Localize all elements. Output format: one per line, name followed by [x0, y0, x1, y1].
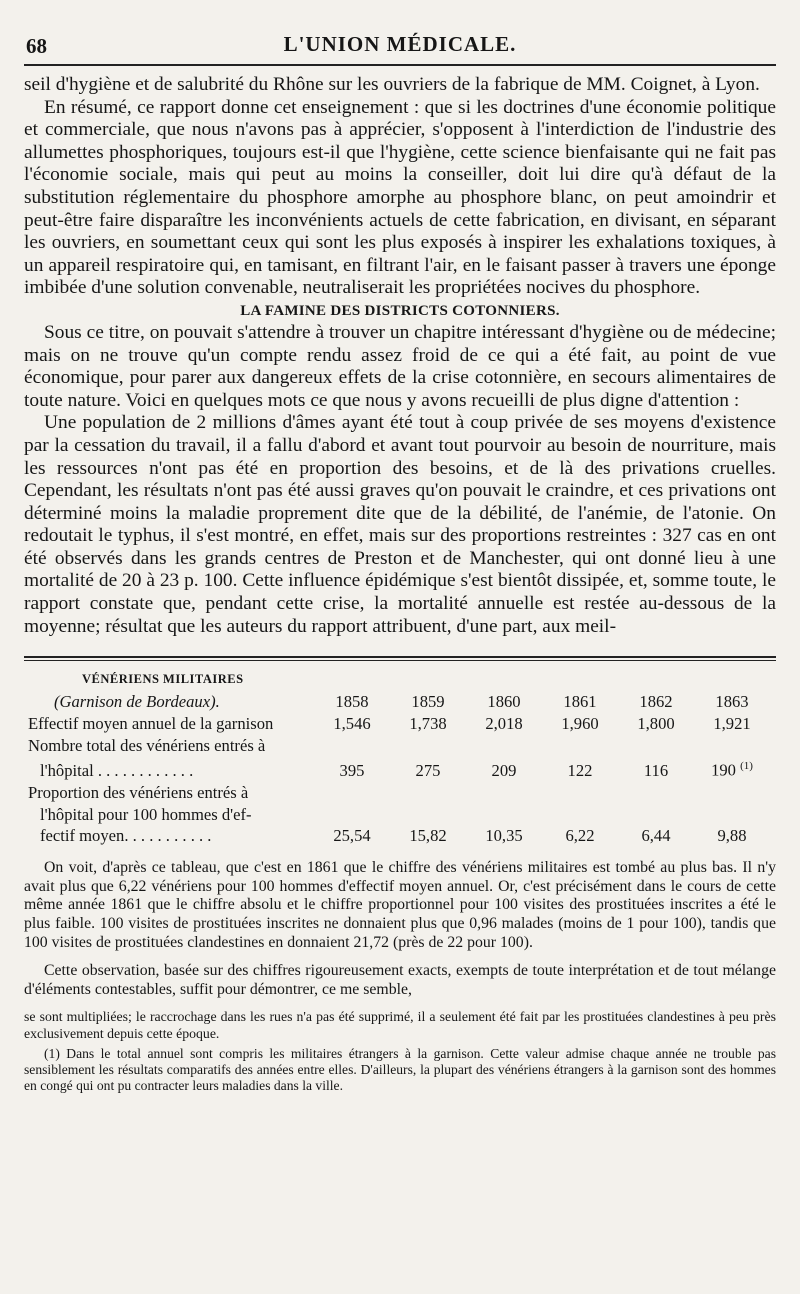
table-cell: 6,44: [641, 826, 671, 846]
year-header: 1863: [715, 692, 749, 712]
row-label: Nombre total des vénériens entrés à: [28, 735, 266, 755]
table-cell: 1,738: [409, 713, 447, 733]
table-cell-value: 190: [711, 760, 736, 780]
table-cell: 25,54: [333, 826, 371, 846]
running-head: [24, 30, 776, 66]
paragraph-hygiene-rhone: seil d'hygiène et de salubrité du Rhône sur les ouvriers de la fabrique de MM. Coignet, à Lyon.: [24, 74, 760, 95]
table-cell: 116: [643, 760, 669, 780]
table-cell: 1,800: [637, 713, 675, 733]
table-cell: 2,018: [485, 713, 523, 733]
paragraph-continuation: se sont multipliées; le raccrochage dans les rues n'a pas été supprimé, il a seulement été fait par les prostituées clandestines à peu près exclusivement depuis cette époque.: [24, 1009, 776, 1041]
year-header: 1859: [411, 692, 445, 712]
table-cell: 10,35: [485, 826, 523, 846]
table-cell: 9,88: [717, 826, 747, 846]
table-cell: 1,921: [713, 713, 751, 733]
table-cell: [694, 756, 770, 781]
section-divider: [24, 656, 776, 661]
venereal-table: [24, 669, 776, 847]
paragraph-population: Une population de 2 millions d'âmes ayant été tout à coup privée de ses moyens d'existence par la cessation du travail, il a fallu d'abord et avant tout pourvoir au besoin de nourriture, mais les ressources n'ont pas été en proportion des besoins, et de là des privations cruelles. Cependant, les résultats n'ont pas été aussi graves qu'on pouvait le craindre, et ces privations ont déterminé moins la maladie proprement dite que de la débilité, de l'anémie, de l'atonie. On redoutait le typhus, il s'est montré, en effet, mais sur des proportions restreintes : 327 cas en ont été observés dans les grands centres de Preston et de Manchester, qui ont donné lieu à une mortalité de 20 à 23 p. 100. Cette influence épidémique s'est bientôt dissipée, et, somme toute, le rapport constate que, pendant cette crise, la mortalité annuelle est restée au-dessous de la moyenne; résultat que les auteurs du rapport attribuent, d'une part, aux meil-: [24, 412, 776, 637]
year-header: 1860: [487, 692, 521, 712]
table-row: [24, 825, 776, 847]
table-row: [24, 735, 776, 757]
row-label: l'hôpital . . . . . . . . . . . .: [40, 760, 194, 780]
table-row: [24, 782, 776, 804]
after-table-text: [24, 859, 776, 1042]
table-cell: 209: [491, 760, 517, 780]
table-row: [24, 804, 776, 826]
table-row: [24, 713, 776, 735]
paragraph-observation: Cette observation, basée sur des chiffres rigoureusement exacts, exempts de toute interprétation et de tout mélange d'éléments contestables, suffit pour démontrer, ce me semble,: [24, 962, 776, 998]
row-label: fectif moyen. . . . . . . . . . .: [40, 826, 212, 846]
footnote-text: (1) Dans le total annuel sont compris les militaires étrangers à la garnison. Cette valeur admise chaque année ne trouble pas sensiblement les résultats comparatifs des années entre elles. D'ailleurs, la plupart des vénériens étrangers à la garnison sont des hommes en congé qui ont pu contracter leurs maladies dans la ville.: [24, 1045, 776, 1094]
table-cell: 1,960: [561, 713, 599, 733]
row-label: Effectif moyen annuel de la garnison: [28, 713, 274, 733]
row-label: l'hôpital pour 100 hommes d'ef-: [40, 804, 252, 824]
table-cell: 275: [415, 760, 441, 780]
page-number: 68: [26, 34, 47, 58]
journal-title: L'UNION MÉDICALE.: [283, 32, 517, 56]
table-cell: 15,82: [409, 826, 447, 846]
section-heading: LA FAMINE DES DISTRICTS COTONNIERS.: [240, 302, 560, 319]
year-header: 1861: [563, 692, 597, 712]
table-cell: 6,22: [565, 826, 595, 846]
footnote: [24, 1046, 776, 1095]
table-row: [24, 756, 776, 781]
table-cell: 1,546: [333, 713, 371, 733]
row-label: Proportion des vénériens entrés à: [28, 782, 249, 802]
table-cell: 395: [339, 760, 365, 780]
table-subtitle: (Garnison de Bordeaux).: [54, 692, 220, 712]
table-header-row: [24, 691, 776, 713]
table-cell: 122: [567, 760, 593, 780]
paragraph-resume: En résumé, ce rapport donne cet enseignement : que si les doctrines d'une économie politique et commerciale, que nous n'avons pas à apprécier, s'opposent à l'interdiction de l'industrie des allumettes phosphoriques, toujours est-il que l'hygiène, cette science bienfaisante qui ne fait pas l'économie sociale, mais qui peut au moins la conseiller, doit lui dire qu'à défaut de la substitution réglementaire du phosphore amorphe au phosphore blanc, on peut amoindrir et peut-être faire disparaître les inconvénients actuels de cette fabrication, en divisant, en séparant les ouvriers, en soumettant ceux qui sont les plus exposés à inspirer les exhalations toxiques, à un appareil respiratoire qui, en tamisant, en filtrant l'air, en le faisant passer à travers une éponge imbibée d'une solution convenable, neutraliserait les propriétées nocives du phosphore.: [24, 96, 776, 299]
paragraph-famine-intro: Sous ce titre, on pouvait s'attendre à trouver un chapitre intéressant d'hygiène ou de médecine; mais on ne trouve qu'un compte rendu assez froid de ce qui a été fait, au point de vue économique, pour parer aux dangereux effets de la crise cotonnière, en secours alimentaires de toute nature. Voici en quelques mots ce que nous y avons recueilli de plus digne d'attention :: [24, 321, 776, 411]
year-header: 1862: [639, 692, 673, 712]
year-header: 1858: [335, 692, 369, 712]
paragraph-table-commentary: On voit, d'après ce tableau, que c'est en 1861 que le chiffre des vénériens militaires est tombé au plus bas. Il n'y avait plus que 6,22 vénériens pour 100 hommes d'effectif moyen annuel. Or, c'est précisément dans le cours de cette même année 1861 que le chiffre absolu et le chiffre proportionnel pour 100 visites des prostituées inscrites a été le plus faible. 100 visites de prostituées inscrites ne donnaient plus que 0,96 malades (moins de 1 pour 100), tandis que 100 visites de prostituées clandestines en donnaient 21,72 (près de 22 pour 100).: [24, 859, 776, 951]
main-text: [24, 74, 776, 638]
table-title: VÉNÉRIENS MILITAIRES: [82, 672, 244, 687]
footnote-marker: (1): [740, 760, 753, 773]
